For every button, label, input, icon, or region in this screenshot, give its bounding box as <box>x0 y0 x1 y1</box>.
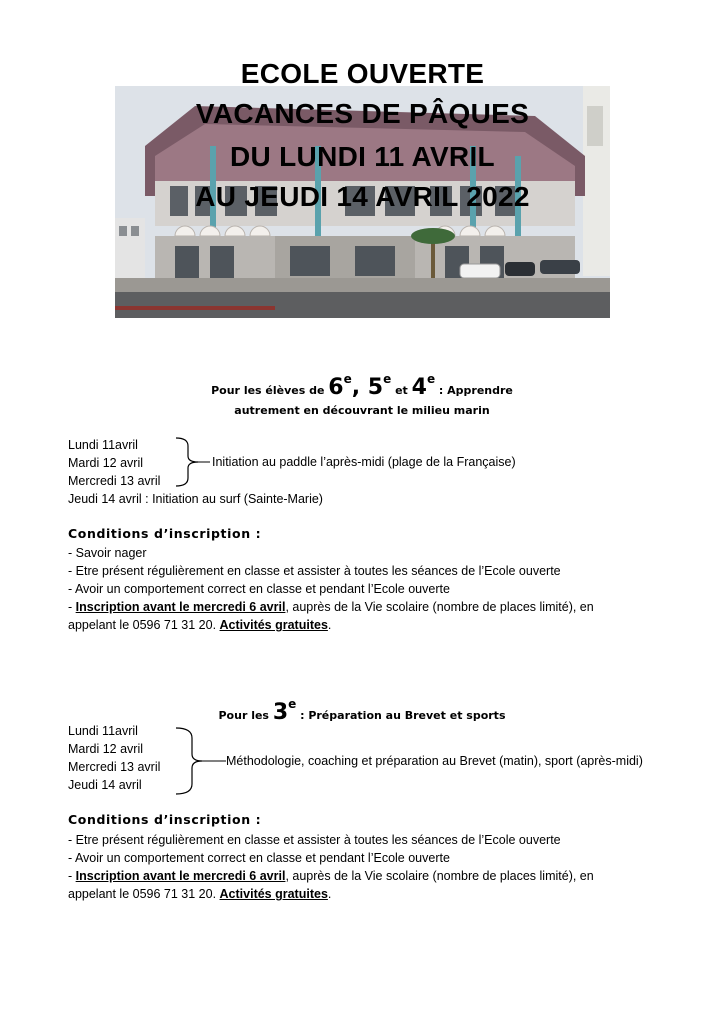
grade-separator: , <box>351 375 368 400</box>
section1-activity: Initiation au paddle l’après-midi (plage de la Française) <box>212 455 516 469</box>
section1-conditions-heading: Conditions d’inscription : <box>68 526 262 541</box>
title-line-4: AU JEUDI 14 AVRIL 2022 <box>195 181 530 212</box>
day-item: Lundi 11avril <box>68 438 138 452</box>
title-line-2: VACANCES DE PÂQUES <box>195 98 530 129</box>
day-item: Mardi 12 avril <box>68 742 144 756</box>
condition-item: - Etre présent régulièrement en classe et assister à toutes les séances de l’Ecole ouverte <box>68 833 561 847</box>
registration-deadline: Inscription avant le mercredi 6 avril <box>75 869 286 883</box>
extra-day-item: Jeudi 14 avril : Initiation au surf (Sainte-Marie) <box>68 492 323 506</box>
registration-deadline: Inscription avant le mercredi 6 avril <box>75 600 286 614</box>
grade-4: 4e <box>411 372 436 400</box>
section2-intro-prefix: Pour les <box>218 709 273 722</box>
section1-intro-line2: autrement en découvrant le milieu marin <box>234 404 490 417</box>
grade-5: 5e <box>367 372 392 400</box>
section2-conditions <box>68 831 668 903</box>
registration-line-2: appelant le 0596 71 31 20. Activités gratuites. <box>68 618 332 632</box>
condition-item: - Savoir nager <box>68 546 147 560</box>
registration-line-2: appelant le 0596 71 31 20. Activités gratuites. <box>68 887 332 901</box>
free-activities: Activités gratuites <box>219 887 328 901</box>
section2-intro-suffix: : Préparation au Brevet et sports <box>296 709 506 722</box>
section1-conditions <box>68 544 668 634</box>
day-item: Jeudi 14 avril <box>68 778 142 792</box>
title-line-1: ECOLE OUVERTE <box>240 58 485 89</box>
condition-item: - Etre présent régulièrement en classe et assister à toutes les séances de l’Ecole ouverte <box>68 564 561 578</box>
section1-intro-prefix: Pour les élèves de <box>211 384 329 397</box>
grade-separator-et: et <box>391 384 412 397</box>
condition-item: - Avoir un comportement correct en classe et pendant l’Ecole ouverte <box>68 851 450 865</box>
section2-conditions-heading: Conditions d’inscription : <box>68 812 262 827</box>
condition-item: - Avoir un comportement correct en classe et pendant l’Ecole ouverte <box>68 582 450 596</box>
brace-icon <box>172 436 212 488</box>
section2-intro <box>0 697 724 725</box>
registration-line: - Inscription avant le mercredi 6 avril, auprès de la Vie scolaire (nombre de places limité), en <box>68 869 594 883</box>
section1-intro-suffix: : Apprendre <box>435 384 513 397</box>
free-activities: Activités gratuites <box>219 618 328 632</box>
section2-days <box>68 722 160 794</box>
day-item: Mercredi 13 avril <box>68 760 161 774</box>
day-item: Mercredi 13 avril <box>68 474 161 488</box>
day-item: Mardi 12 avril <box>68 456 144 470</box>
grade-6: 6e <box>328 372 352 400</box>
grade-3: 3e <box>272 697 297 725</box>
section1-intro <box>0 372 724 400</box>
day-item: Lundi 11avril <box>68 724 138 738</box>
registration-line: - Inscription avant le mercredi 6 avril, auprès de la Vie scolaire (nombre de places limité), en <box>68 600 594 614</box>
brace-icon <box>172 726 228 796</box>
title-line-3: DU LUNDI 11 AVRIL <box>230 141 495 172</box>
section2-activity: Méthodologie, coaching et préparation au Brevet (matin), sport (après-midi) <box>226 754 643 768</box>
